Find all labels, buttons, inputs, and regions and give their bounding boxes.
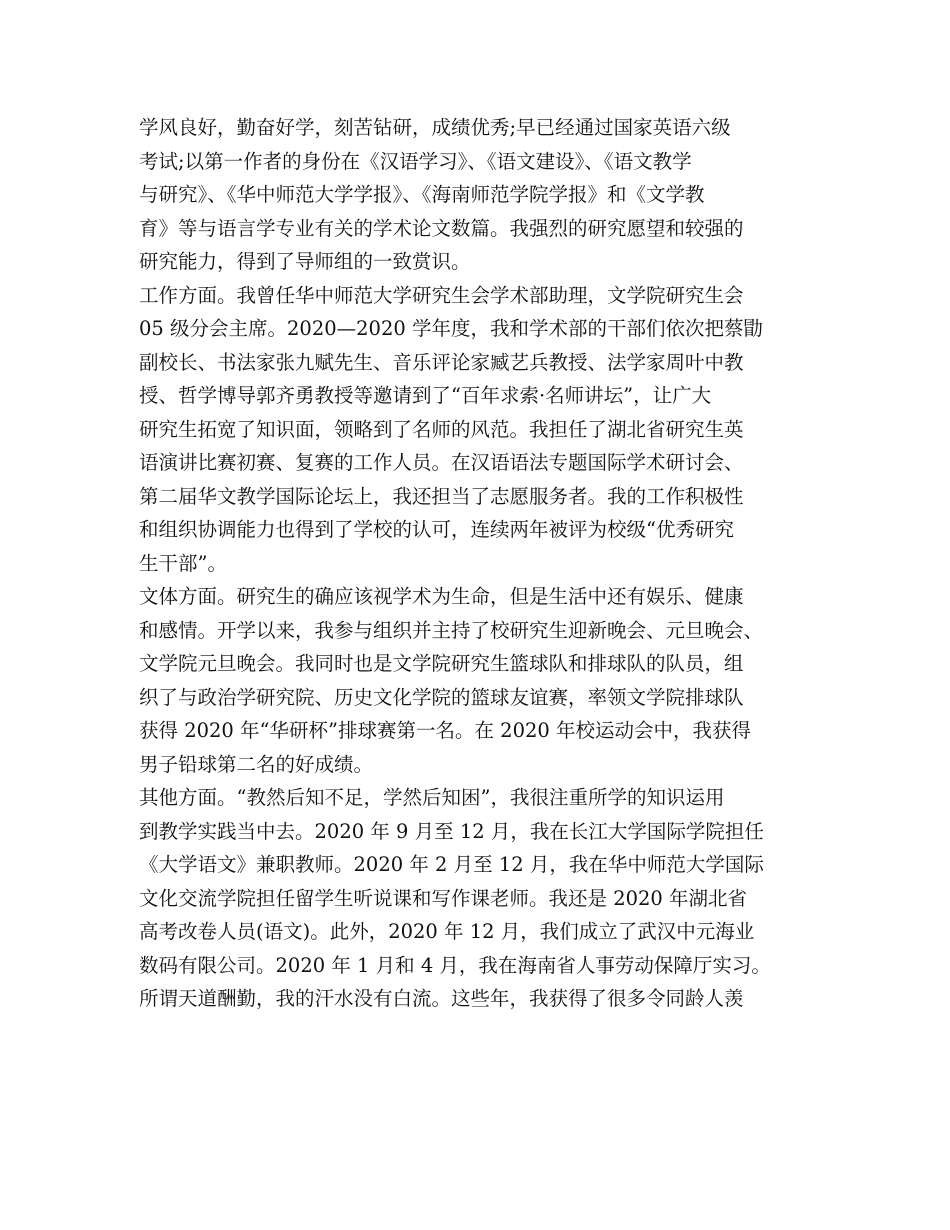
text-line: 高考改卷人员(语文)。此外，2020 年 12 月，我们成立了武汉中元海业 — [139, 920, 755, 943]
text-line: 文学院元旦晚会。我同时也是文学院研究生篮球队和排球队的队员，组 — [139, 652, 744, 675]
text-line: 和感情。开学以来，我参与组织并主持了校研究生迎新晚会、元旦晚会、 — [139, 618, 764, 642]
text-line: 研究能力，得到了导师组的一致赏识。 — [139, 250, 471, 273]
text-line: 语演讲比赛初赛、复赛的工作人员。在汉语语法专题国际学术研讨会、 — [139, 451, 744, 474]
text-line: 授、哲学博导郭齐勇教授等邀请到了“百年求索·名师讲坛”，让广大 — [139, 384, 712, 407]
text-line: 文体方面。研究生的确应该视学术为生命，但是生活中还有娱乐、健康 — [139, 585, 744, 608]
text-line: 数码有限公司。2020 年 1 月和 4 月，我在海南省人事劳动保障厅实习。 — [139, 953, 771, 977]
text-line: 副校长、书法家张九赋先生、音乐评论家臧艺兵教授、法学家周叶中教 — [139, 350, 744, 374]
text-line: 考试;以第一作者的身份在《汉语学习》、《语文建设》、《语文教学 — [139, 149, 692, 173]
text-line: 学风良好，勤奋好学，刻苦钻研，成绩优秀;早已经通过国家英语六级 — [139, 116, 731, 139]
text-line: 05 级分会主席。2020—2020 学年度，我和学术部的干部们依次把蔡勖 — [139, 317, 763, 340]
text-line: 生干部”。 — [139, 551, 227, 575]
text-line: 织了与政治学研究院、历史文化学院的篮球友谊赛，率领文学院排球队 — [139, 685, 744, 709]
text-line: 其他方面。“教然后知不足，学然后知困”，我很注重所学的知识运用 — [139, 786, 725, 809]
text-line: 育》等与语言学专业有关的学术论文数篇。我强烈的研究愿望和较强的 — [139, 216, 744, 240]
text-line: 文化交流学院担任留学生听说课和写作课老师。我还是 2020 年湖北省 — [139, 886, 748, 910]
text-line: 获得 2020 年“华研杯”排球赛第一名。在 2020 年校运动会中，我获得 — [139, 719, 751, 742]
text-line: 男子铅球第二名的好成绩。 — [139, 752, 374, 776]
text-line: 与研究》、《华中师范大学学报》、《海南师范学院学报》和《文学教 — [139, 183, 705, 206]
document-body — [139, 111, 829, 1016]
text-line: 到教学实践当中去。2020 年 9 月至 12 月，我在长江大学国际学院担任 — [139, 819, 764, 843]
text-line: 研究生拓宽了知识面，领略到了名师的风范。我担任了湖北省研究生英 — [139, 417, 744, 441]
text-line: 《大学语文》兼职教师。2020 年 2 月至 12 月，我在华中师范大学国际 — [139, 853, 764, 876]
text-line: 工作方面。我曾任华中师范大学研究生会学术部助理，文学院研究生会 — [139, 283, 744, 307]
text-line: 和组织协调能力也得到了学校的认可，连续两年被评为校级“优秀研究 — [139, 518, 734, 541]
text-line: 所谓天道酬勤，我的汗水没有白流。这些年，我获得了很多令同龄人羡 — [139, 987, 744, 1010]
text-line: 第二届华文教学国际论坛上，我还担当了志愿服务者。我的工作积极性 — [139, 484, 744, 508]
